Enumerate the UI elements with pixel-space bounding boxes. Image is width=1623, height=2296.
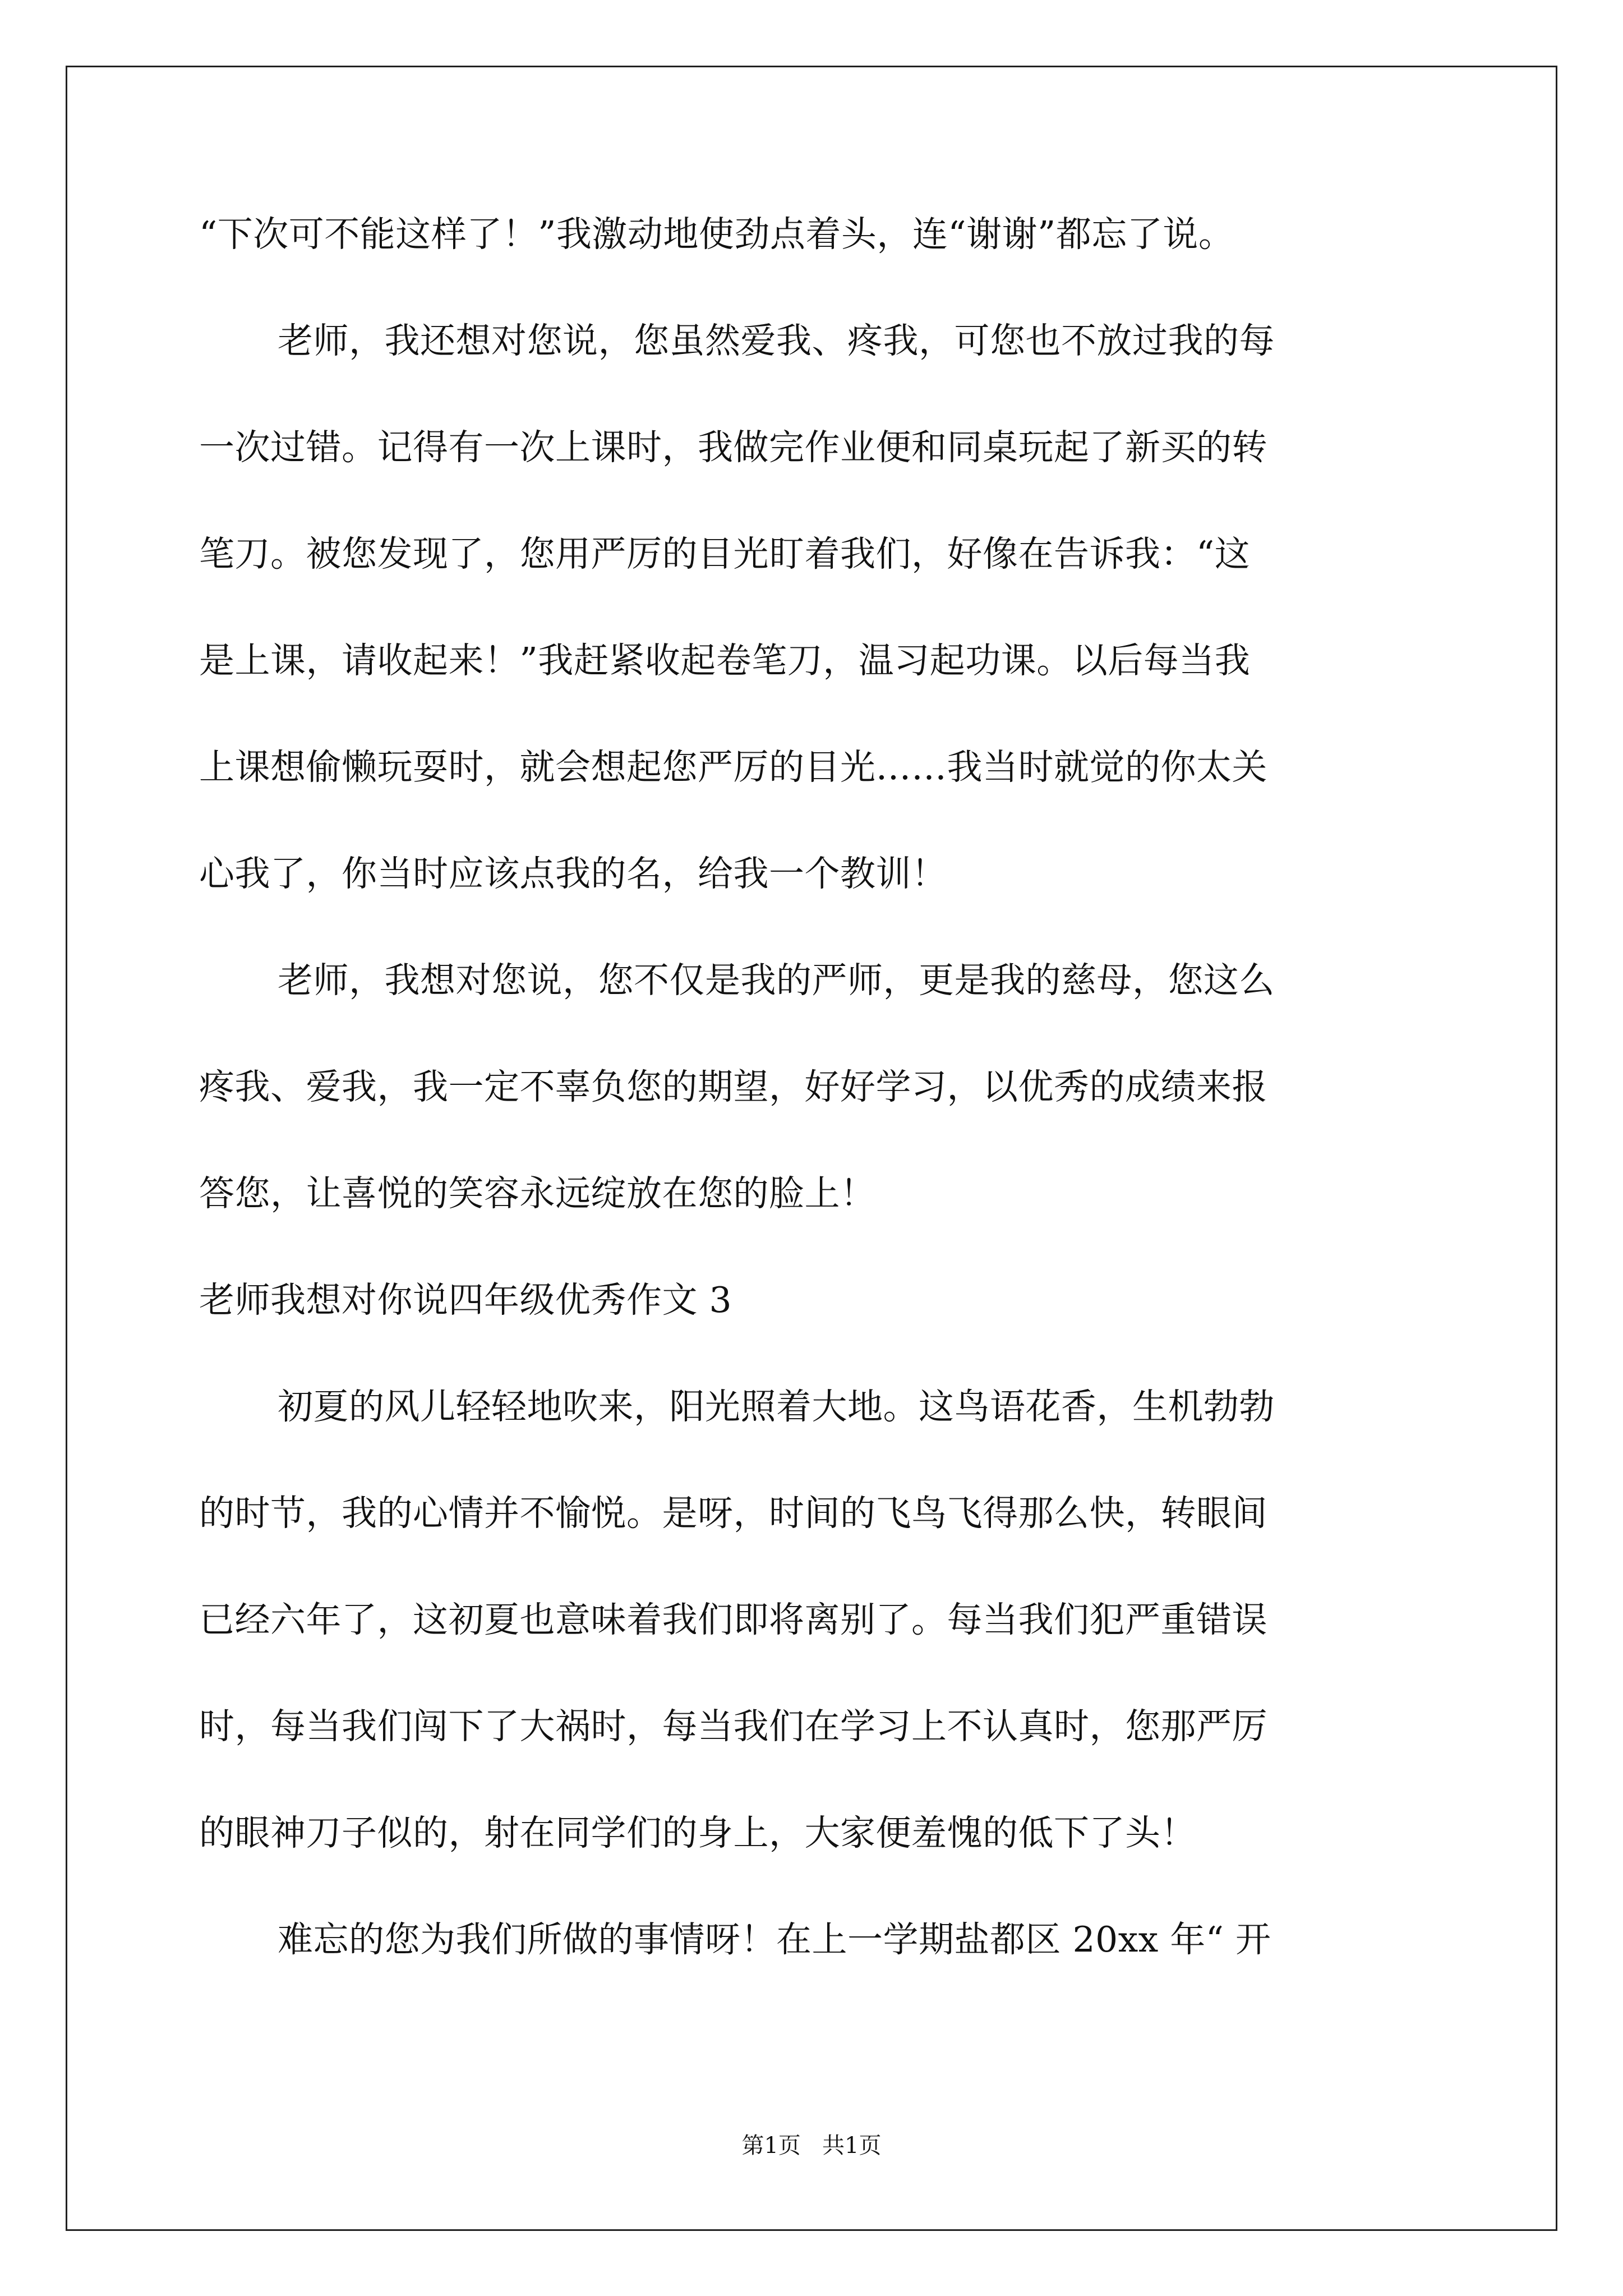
paragraph-first-line: 老师，我还想对您说，您虽然爱我、疼我，可您也不放过我的每 [278, 320, 1275, 361]
text-line: 一次过错。记得有一次上课时，我做完作业便和同桌玩起了新买的转 [199, 427, 1267, 468]
paragraph-first-line: 老师，我想对您说，您不仅是我的严师，更是我的慈母，您这么 [278, 960, 1275, 1001]
page-frame [66, 66, 1557, 2231]
text-line: “下次可不能这样了！”我激动地使劲点着头，连“谢谢”都忘了说。 [199, 214, 1234, 255]
text-line: 的眼神刀子似的，射在同学们的身上，大家便羞愧的低下了头！ [199, 1812, 1196, 1853]
text-line: 心我了，你当时应该点我的名，给我一个教训！ [199, 853, 947, 894]
text-line: 是上课，请收起来！”我赶紧收起卷笔刀，温习起功课。以后每当我 [199, 640, 1251, 681]
text-line: 上课想偷懒玩耍时，就会想起您严厉的目光……我当时就觉的你太关 [199, 747, 1267, 788]
text-line: 疼我、爱我，我一定不辜负您的期望，好好学习，以优秀的成绩来报 [199, 1066, 1267, 1107]
section-heading: 老师我想对你说四年级优秀作文 3 [199, 1280, 732, 1320]
paragraph-first-line: 难忘的您为我们所做的事情呀！在上一学期盐都区 20xx 年“ 开 [278, 1919, 1271, 1960]
text-line: 答您，让喜悦的笑容永远绽放在您的脸上！ [199, 1173, 876, 1214]
text-line: 已经六年了，这初夏也意味着我们即将离别了。每当我们犯严重错误 [199, 1599, 1267, 1640]
text-line: 时，每当我们闯下了大祸时，每当我们在学习上不认真时，您那严厉 [199, 1706, 1267, 1747]
page-number-footer: 第1页 共1页 [741, 2133, 882, 2159]
text-line: 笔刀。被您发现了，您用严厉的目光盯着我们，好像在告诉我：“这 [199, 533, 1251, 574]
paragraph-first-line: 初夏的风儿轻轻地吹来，阳光照着大地。这鸟语花香，生机勃勃 [278, 1386, 1275, 1427]
text-line: 的时节，我的心情并不愉悦。是呀，时间的飞鸟飞得那么快，转眼间 [199, 1493, 1267, 1534]
